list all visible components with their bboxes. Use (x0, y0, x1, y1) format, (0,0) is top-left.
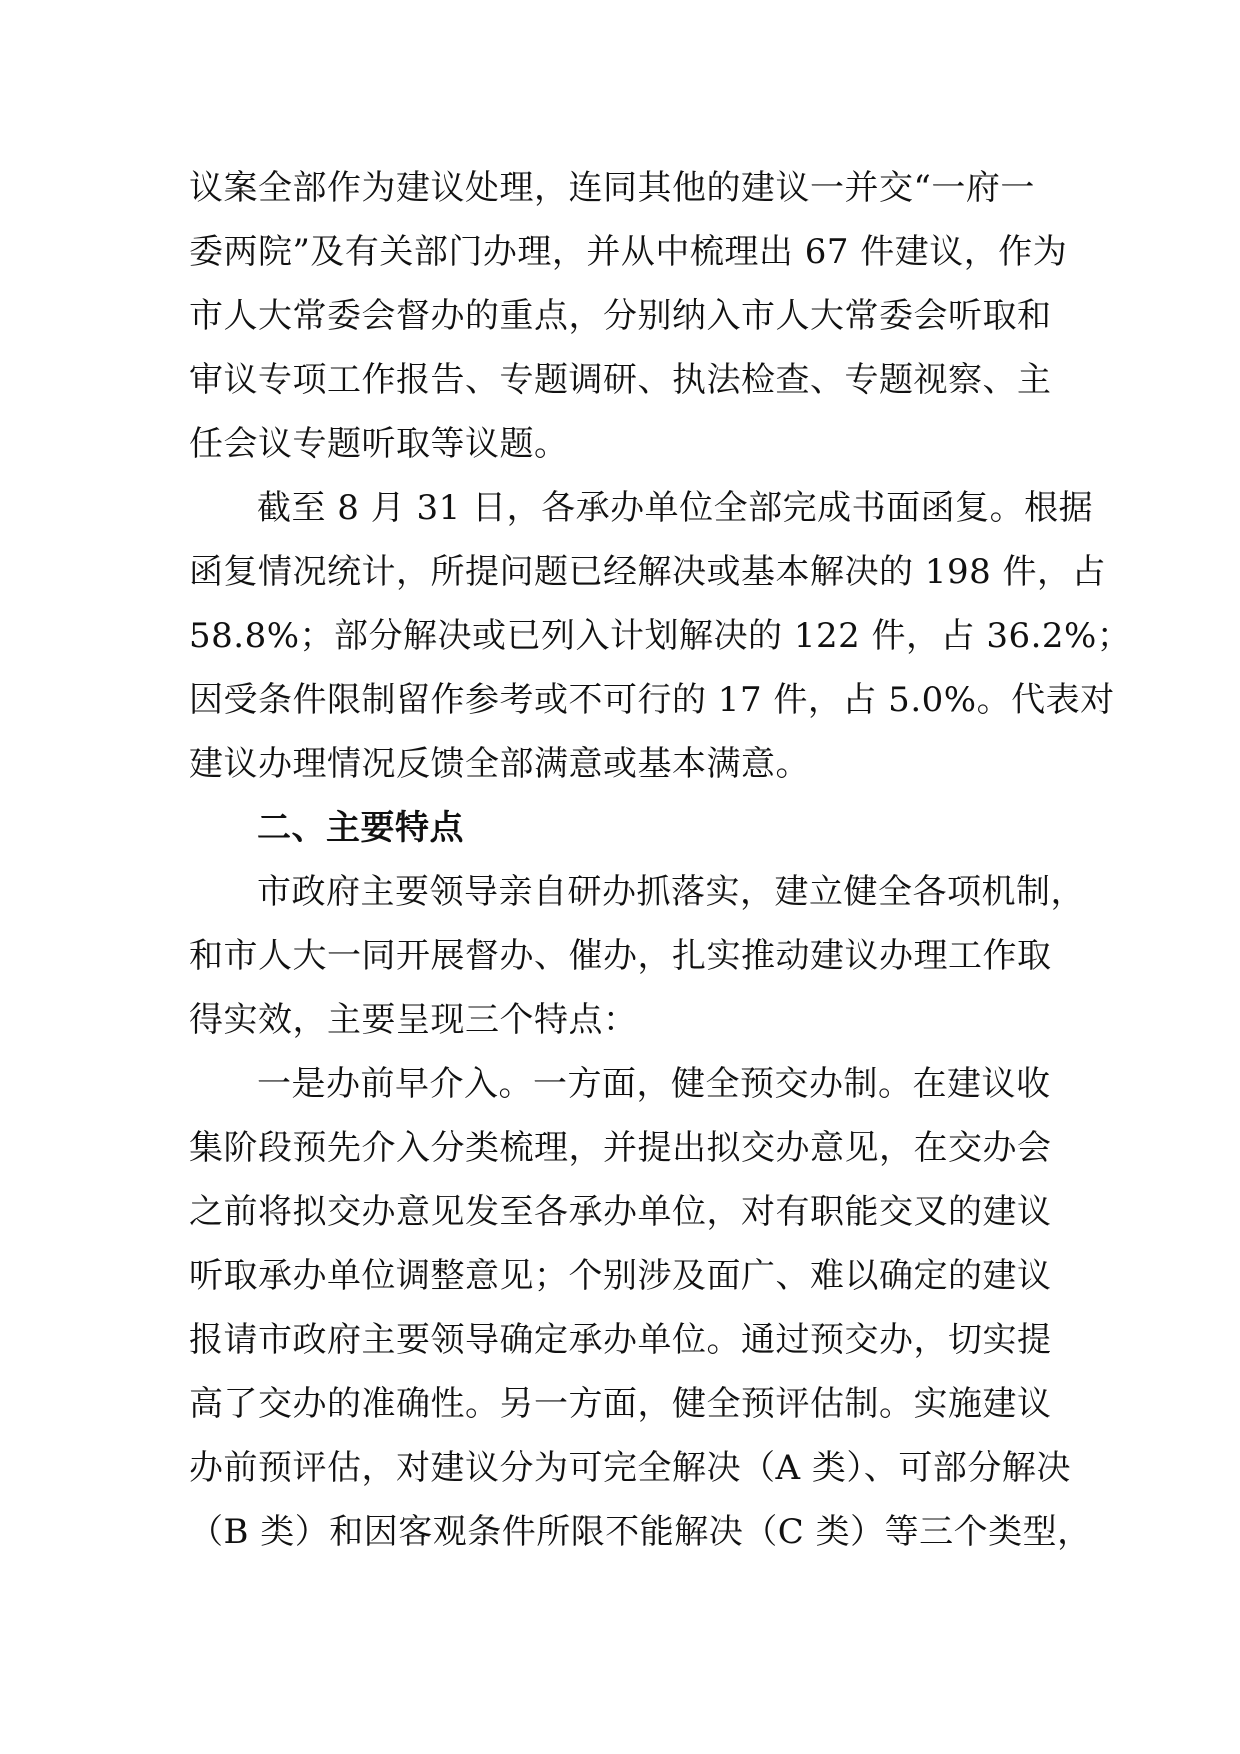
text-line: 报请市政府主要领导确定承办单位。通过预交办，切实提 (189, 1320, 1052, 1360)
section-heading: 二、主要特点 (257, 808, 464, 848)
text-line: 之前将拟交办意见发至各承办单位，对有职能交叉的建议 (189, 1192, 1052, 1232)
text-line: 任会议专题听取等议题。 (189, 424, 569, 464)
paragraph-start-line: 市政府主要领导亲自研办抓落实，建立健全各项机制， (257, 872, 1085, 912)
text-line: 58.8%；部分解决或已列入计划解决的 122 件，占 36.2%； (189, 616, 1132, 656)
paragraph-start-line: 一是办前早介入。一方面，健全预交办制。在建议收 (257, 1064, 1051, 1104)
text-line: 集阶段预先介入分类梳理，并提出拟交办意见，在交办会 (189, 1128, 1052, 1168)
text-line: 委两院”及有关部门办理，并从中梳理出 67 件建议，作为 (189, 232, 1068, 272)
text-line: 建议办理情况反馈全部满意或基本满意。 (189, 744, 810, 784)
paragraph-start-line: 截至 8 月 31 日，各承办单位全部完成书面函复。根据 (257, 488, 1094, 528)
text-line: 审议专项工作报告、专题调研、执法检查、专题视察、主 (189, 360, 1052, 400)
text-line: 议案全部作为建议处理，连同其他的建议一并交“一府一 (189, 168, 1035, 208)
text-line: 得实效，主要呈现三个特点： (189, 1000, 638, 1040)
text-line: 因受条件限制留作参考或不可行的 17 件，占 5.0%。代表对 (189, 680, 1115, 720)
text-line: 和市人大一同开展督办、催办，扎实推动建议办理工作取 (189, 936, 1052, 976)
text-line: 市人大常委会督办的重点，分别纳入市人大常委会听取和 (189, 296, 1052, 336)
text-line: 高了交办的准确性。另一方面，健全预评估制。实施建议 (189, 1384, 1052, 1424)
text-line: （B 类）和因客观条件所限不能解决（C 类）等三个类型， (189, 1512, 1092, 1552)
text-line: 听取承办单位调整意见；个别涉及面广、难以确定的建议 (189, 1256, 1052, 1296)
text-line: 办前预评估，对建议分为可完全解决（A 类）、可部分解决 (189, 1448, 1071, 1488)
text-line: 函复情况统计，所提问题已经解决或基本解决的 198 件，占 (189, 552, 1107, 592)
